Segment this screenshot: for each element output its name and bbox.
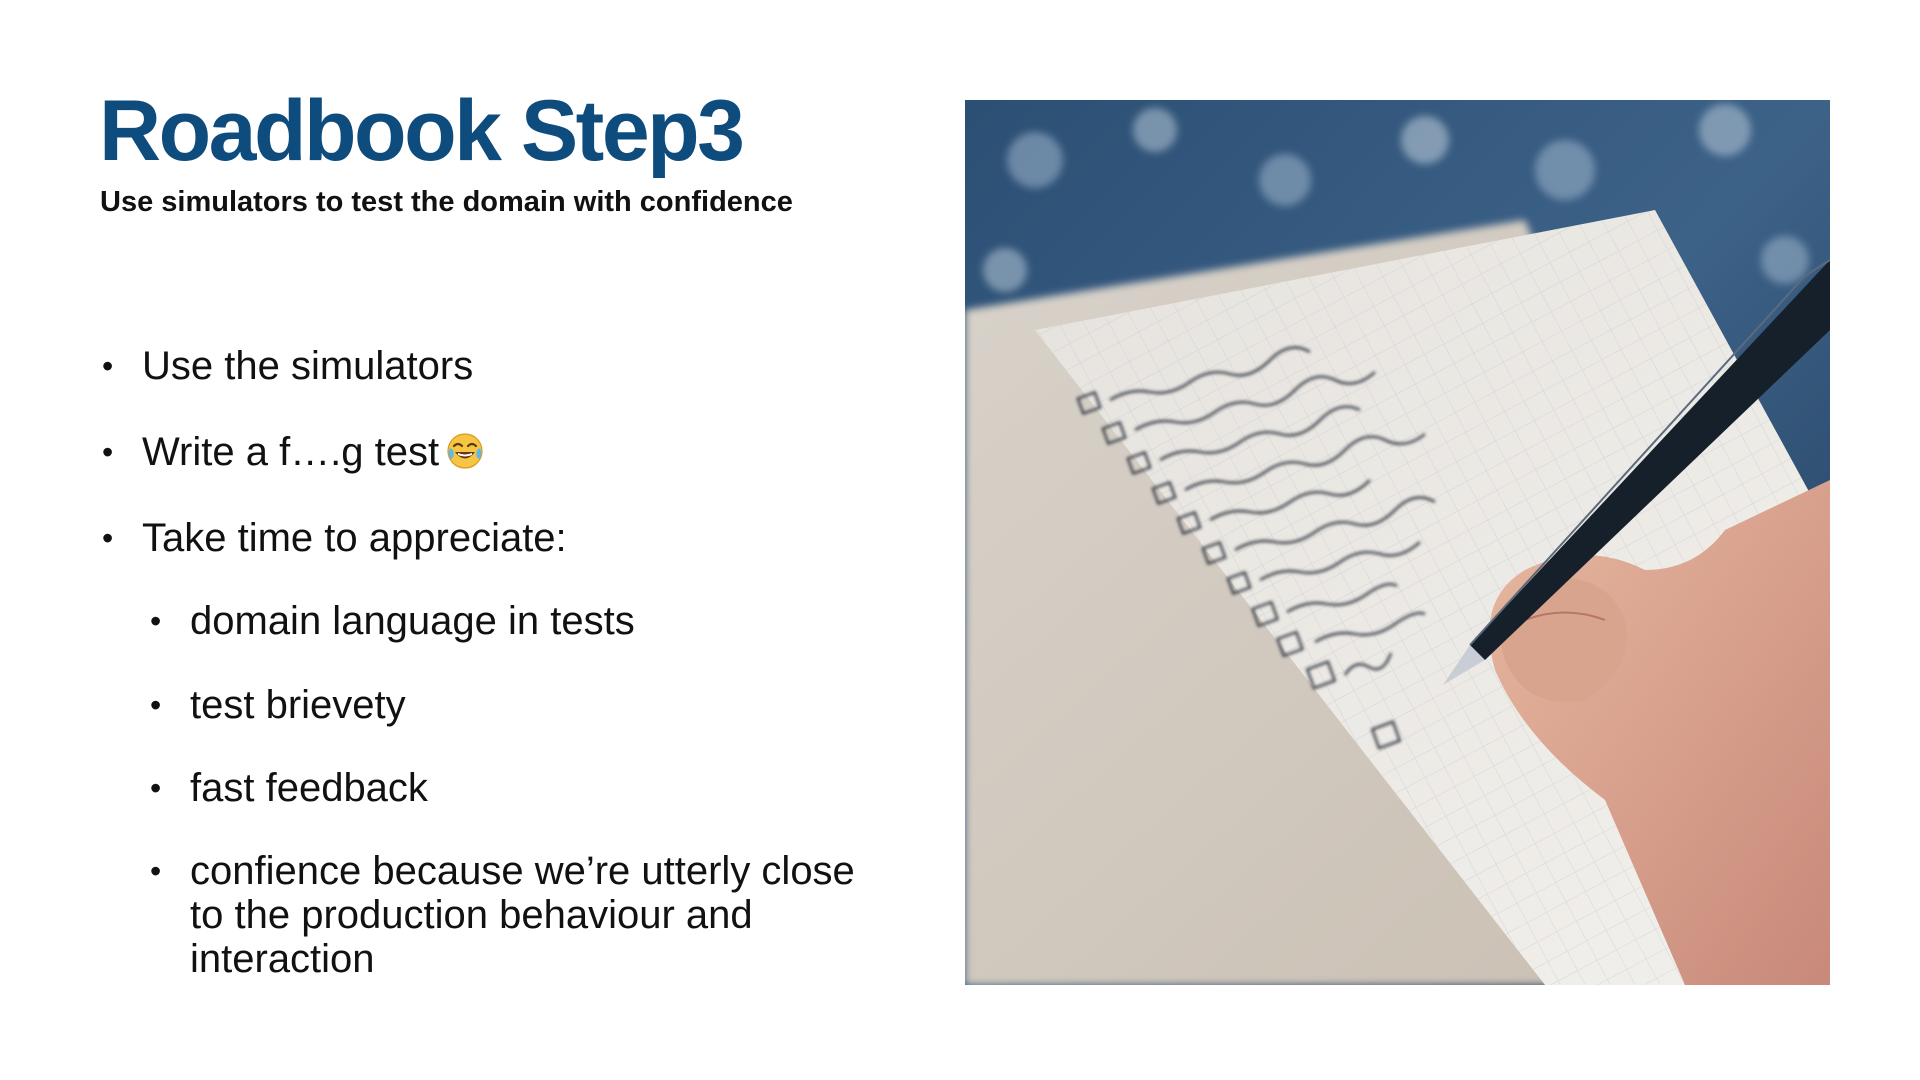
bullet-dot: • (102, 348, 114, 384)
notebook-photo-illustration-icon (965, 100, 1830, 985)
bullet-dot: • (150, 687, 162, 723)
sub-bullet-text: domain language in tests (190, 599, 635, 643)
slide-subtitle: Use simulators to test the domain with confidence (100, 186, 793, 218)
bullet-dot: • (150, 603, 162, 639)
bullet-dot: • (102, 434, 114, 470)
bullet-text: Write a f….g test (142, 430, 440, 474)
bullet-text-wrapper (142, 430, 485, 474)
sub-bullet-text: fast feedback (190, 766, 428, 810)
sub-bullet-text: confience because we’re utterly close to the production behaviour and interaction (190, 849, 855, 981)
bullet-dot: • (150, 853, 162, 889)
sub-bullet-text: test brievety (190, 683, 406, 727)
slide-title: Roadbook Step3 (99, 83, 743, 179)
bullet-list (0, 0, 900, 1080)
notebook-checklist-photo (965, 100, 1830, 985)
tears-of-joy-emoji-icon (445, 431, 485, 471)
bullet-text: Take time to appreciate: (142, 516, 567, 560)
bullet-dot: • (102, 520, 114, 556)
bullet-dot: • (150, 770, 162, 806)
bullet-text: Use the simulators (142, 344, 474, 388)
